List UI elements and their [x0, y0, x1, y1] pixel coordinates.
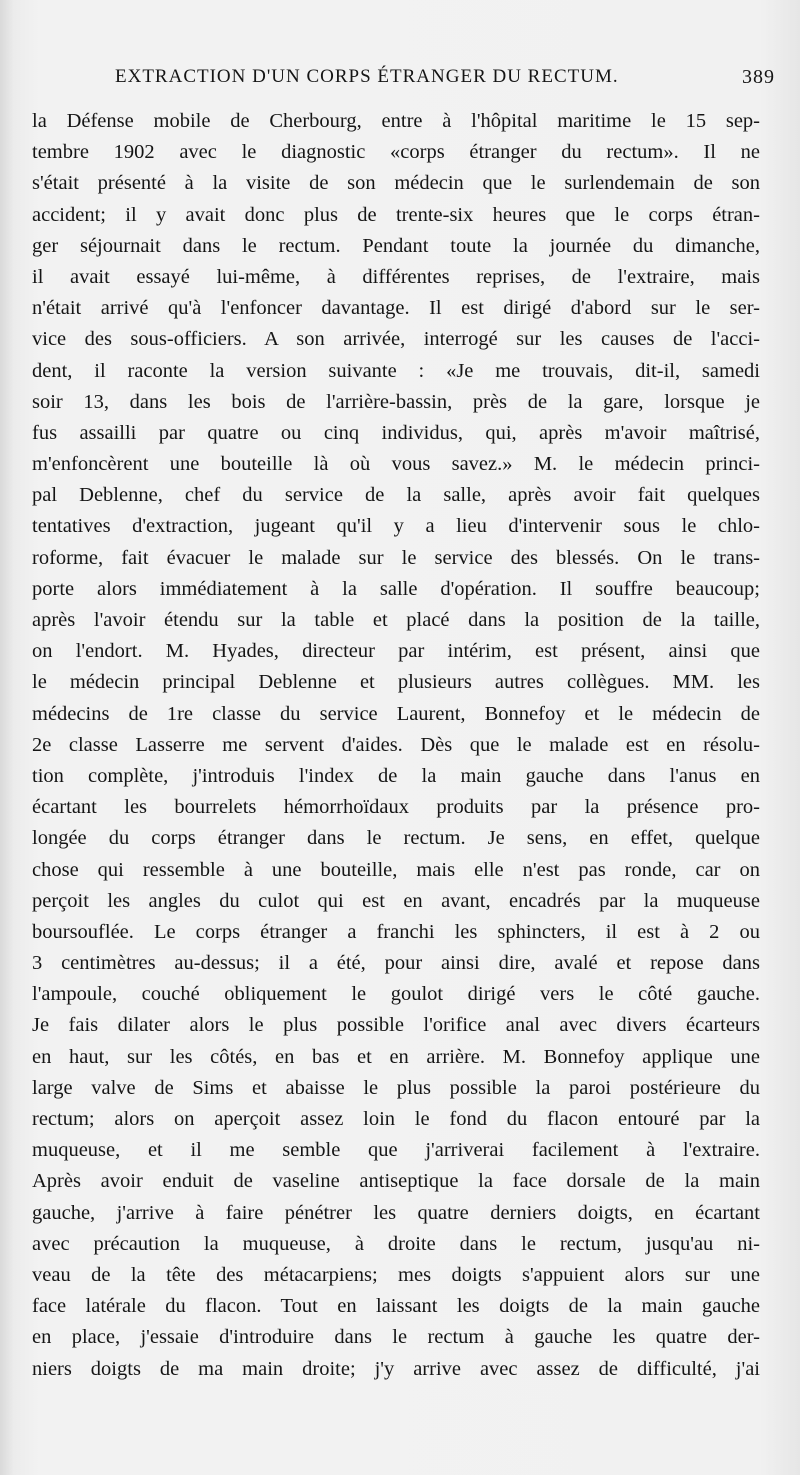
text-line: après l'avoir étendu sur la table et placé dans la position de la taille, [32, 609, 760, 631]
text-line: on l'endort. M. Hyades, directeur par intérim, est présent, ainsi que [32, 640, 760, 663]
text-line: Je fais dilater alors le plus possible l'orifice anal avec divers écarteurs [32, 1014, 760, 1037]
text-line: gauche, j'arrive à faire pénétrer les quatre derniers doigts, en écartant [32, 1201, 760, 1224]
text-line: large valve de Sims et abaisse le plus possible la paroi postérieure du [32, 1076, 760, 1099]
text-line: vice des sous-officiers. A son arrivée, interrogé sur les causes de l'acci- [32, 328, 760, 351]
text-line: longée du corps étranger dans le rectum. Je sens, en effet, quelque [32, 827, 760, 850]
text-line: l'ampoule, couché obliquement le goulot dirigé vers le côté gauche. [32, 983, 760, 1006]
text-line: pal Deblenne, chef du service de la salle, après avoir fait quelques [32, 484, 760, 507]
text-line: n'était arrivé qu'à l'enfoncer davantage. Il est dirigé d'abord sur le ser- [32, 297, 760, 320]
text-line: tion complète, j'introduis l'index de la main gauche dans l'anus en [32, 764, 760, 787]
text-line: médecins de 1re classe du service Laurent, Bonnefoy et le médecin de [32, 702, 760, 725]
text-line: chose qui ressemble à une bouteille, mais elle n'est pas ronde, car on [32, 858, 760, 881]
text-line: face latérale du flacon. Tout en laissant les doigts de la main gauche [32, 1295, 760, 1318]
text-line: 2e classe Lasserre me servent d'aides. Dès que le malade est en résolu- [32, 733, 760, 756]
text-line: tentatives d'extraction, jugeant qu'il y a lieu d'intervenir sous le chlo- [32, 515, 760, 538]
text-line: avec précaution la muqueuse, à droite dans le rectum, jusqu'au ni- [32, 1232, 760, 1255]
running-title: EXTRACTION D'UN CORPS ÉTRANGER DU RECTUM. [115, 66, 619, 87]
text-line: fus assailli par quatre ou cinq individus, qui, après m'avoir maîtrisé, [32, 421, 760, 444]
text-line: il avait essayé lui-même, à différentes reprises, de l'extraire, mais [32, 265, 760, 288]
page-number: 389 [742, 66, 775, 88]
text-line: s'était présenté à la visite de son médecin que le surlendemain de son [32, 172, 760, 195]
text-line: le médecin principal Deblenne et plusieurs autres collègues. MM. les [32, 671, 760, 694]
page-header [115, 66, 775, 96]
text-line: tembre 1902 avec le diagnostic «corps étranger du rectum». Il ne [32, 141, 760, 164]
text-line: m'enfoncèrent une bouteille là où vous savez.» M. le médecin princi- [32, 453, 760, 476]
text-line: Après avoir enduit de vaseline antiseptique la face dorsale de la main [32, 1170, 760, 1193]
text-line: roforme, fait évacuer le malade sur le service des blessés. On le trans- [32, 546, 760, 569]
text-line: rectum; alors on aperçoit assez loin le fond du flacon entouré par la [32, 1108, 760, 1130]
text-line: en place, j'essaie d'introduire dans le rectum à gauche les quatre der- [32, 1326, 760, 1349]
text-line: veau de la tête des métacarpiens; mes doigts s'appuient alors sur une [32, 1263, 760, 1286]
text-line: la Défense mobile de Cherbourg, entre à l'hôpital maritime le 15 sep- [32, 110, 760, 132]
text-line: ger séjournait dans le rectum. Pendant toute la journée du dimanche, [32, 234, 760, 257]
text-line: niers doigts de ma main droite; j'y arrive avec assez de difficulté, j'ai [32, 1357, 760, 1380]
text-line: muqueuse, et il me semble que j'arriverai facilement à l'extraire. [32, 1139, 760, 1162]
text-line: en haut, sur les côtés, en bas et en arrière. M. Bonnefoy applique une [32, 1045, 760, 1068]
text-line: porte alors immédiatement à la salle d'opération. Il souffre beaucoup; [32, 577, 760, 600]
text-line: 3 centimètres au-dessus; il a été, pour ainsi dire, avalé et repose dans [32, 952, 760, 975]
text-line: boursouflée. Le corps étranger a franchi les sphincters, il est à 2 ou [32, 920, 760, 943]
text-line: dent, il raconte la version suivante : «Je me trouvais, dit-il, samedi [32, 359, 760, 382]
body-text [32, 106, 760, 1385]
text-line: perçoit les angles du culot qui est en avant, encadrés par la muqueuse [32, 889, 760, 912]
text-line: accident; il y avait donc plus de trente-six heures que le corps étran- [32, 203, 760, 226]
text-line: écartant les bourrelets hémorrhoïdaux produits par la présence pro- [32, 796, 760, 819]
text-line: soir 13, dans les bois de l'arrière-bassin, près de la gare, lorsque je [32, 390, 760, 413]
